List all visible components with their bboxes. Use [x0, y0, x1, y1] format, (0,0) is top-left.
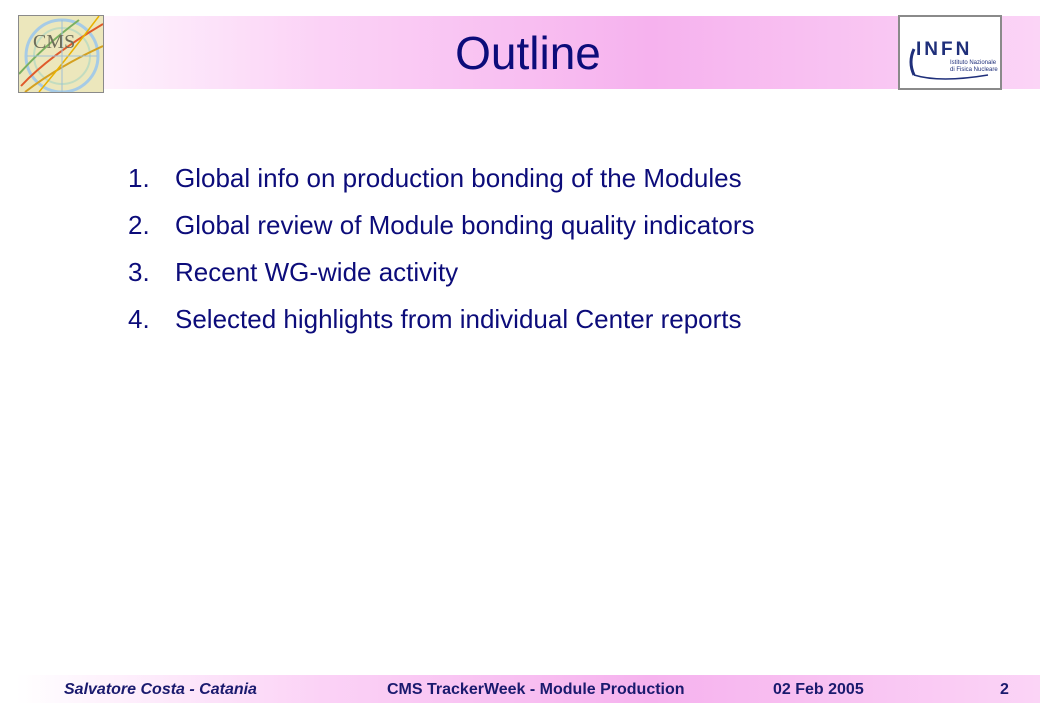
list-item-text: Global review of Module bonding quality indicators [175, 210, 755, 240]
infn-logo-subtitle-2: di Fisica Nucleare [950, 67, 998, 73]
list-item [128, 202, 755, 249]
outline-list [128, 155, 755, 343]
cms-logo-text: CMS [33, 31, 76, 53]
footer-author: Salvatore Costa - Catania [64, 681, 257, 698]
list-item-text: Selected highlights from individual Center reports [175, 304, 742, 334]
list-item-text: Recent WG-wide activity [175, 257, 459, 287]
infn-logo-subtitle-1: Istituto Nazionale [950, 60, 997, 66]
page-number: 2 [1000, 681, 1009, 698]
list-item [128, 155, 755, 202]
list-item [128, 249, 755, 296]
footer-date: 02 Feb 2005 [773, 681, 864, 698]
list-item [128, 296, 755, 343]
footer-event: CMS TrackerWeek - Module Production [387, 681, 685, 698]
list-item-number: 2. [128, 210, 150, 240]
slide-title: Outline [455, 27, 601, 79]
list-item-number: 3. [128, 257, 150, 287]
infn-logo-text: INFN [916, 39, 973, 60]
list-item-number: 1. [128, 163, 150, 193]
list-item-number: 4. [128, 304, 150, 334]
list-item-text: Global info on production bonding of the Modules [175, 163, 742, 193]
